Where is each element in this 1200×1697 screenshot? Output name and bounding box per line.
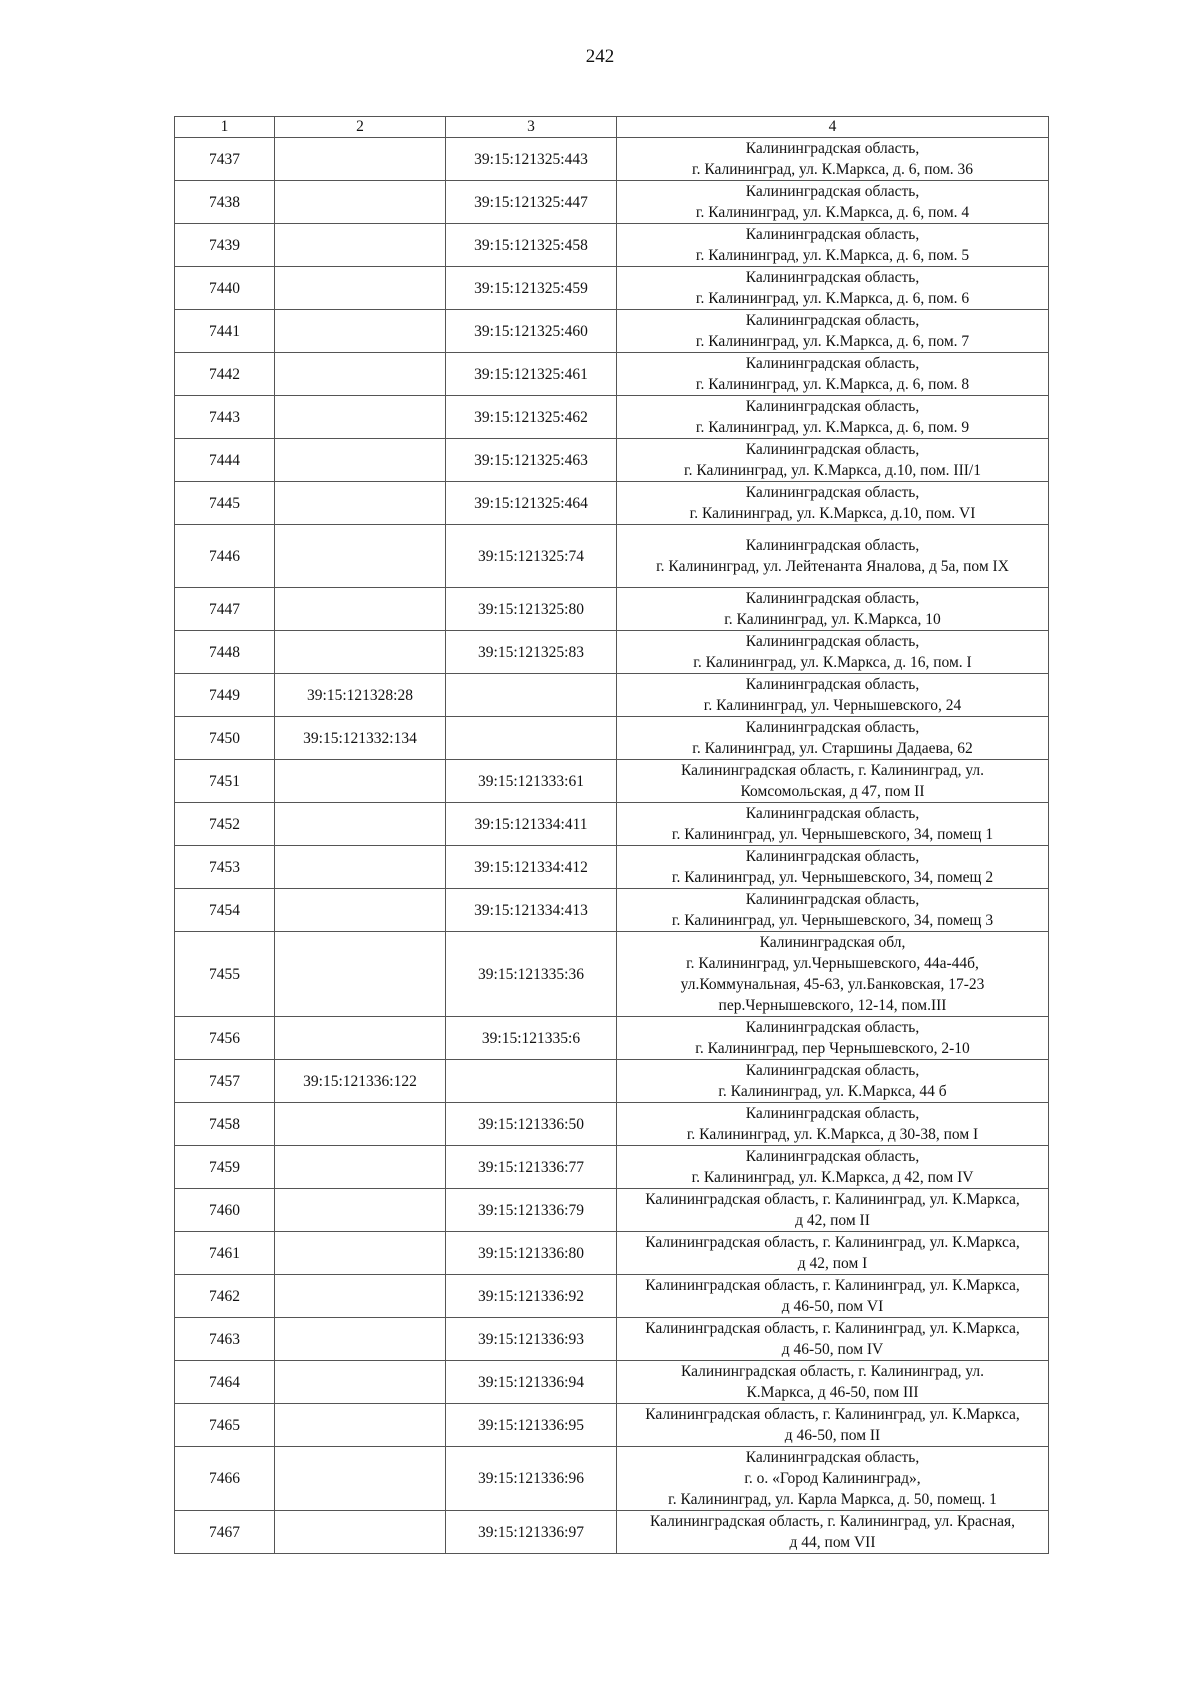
cadastral-number-cell: 39:15:121336:97 — [446, 1511, 617, 1554]
parcel-number-cell — [275, 846, 446, 889]
cadastral-number-cell: 39:15:121334:412 — [446, 846, 617, 889]
table-row — [175, 1318, 1049, 1361]
col-header-3: 3 — [446, 117, 617, 138]
address-line: д 46-50, пом VI — [781, 1298, 884, 1315]
cadastral-number-cell: 39:15:121325:459 — [446, 267, 617, 310]
table-row — [175, 439, 1049, 482]
address-line: Калининградская область, — [745, 805, 920, 822]
address-line: г. Калининград, ул. К.Маркса, д. 6, пом. 6 — [695, 290, 970, 307]
cadastral-number-cell — [446, 1060, 617, 1103]
cadastral-number-cell: 39:15:121325:80 — [446, 588, 617, 631]
row-number-cell: 7444 — [175, 439, 275, 482]
address-line: Калининградская область, — [745, 719, 920, 736]
parcel-number-cell — [275, 525, 446, 588]
address-line: Калининградская область, — [745, 441, 920, 458]
address-cell — [617, 803, 1049, 846]
cadastral-number-cell — [446, 674, 617, 717]
address-cell — [617, 1275, 1049, 1318]
address-line: Калининградская область, — [745, 633, 920, 650]
address-line: г. Калининград, ул. К.Маркса, д. 6, пом. 8 — [695, 376, 970, 393]
row-number-cell: 7440 — [175, 267, 275, 310]
cadastral-number-cell: 39:15:121325:460 — [446, 310, 617, 353]
address-cell — [617, 1404, 1049, 1447]
parcel-number-cell — [275, 224, 446, 267]
table-row — [175, 1103, 1049, 1146]
table-row — [175, 1189, 1049, 1232]
row-number-cell: 7448 — [175, 631, 275, 674]
table-row — [175, 717, 1049, 760]
table-row — [175, 396, 1049, 439]
parcel-number-cell — [275, 932, 446, 1017]
row-number-cell: 7458 — [175, 1103, 275, 1146]
address-line: г. Калининград, ул. К.Маркса, д. 6, пом. 7 — [695, 333, 970, 350]
address-line: Калининградская область, — [745, 312, 920, 329]
address-line: д 46-50, пом II — [784, 1427, 881, 1444]
col-header-1: 1 — [175, 117, 275, 138]
table-row — [175, 310, 1049, 353]
address-cell — [617, 353, 1049, 396]
address-line: Калининградская область, г. Калининград, ул. К.Маркса, — [645, 1191, 1020, 1208]
address-cell — [617, 760, 1049, 803]
address-line: г. Калининград, ул. К.Маркса, д 30-38, пом I — [686, 1126, 979, 1143]
row-number-cell: 7462 — [175, 1275, 275, 1318]
address-line: д 42, пом II — [795, 1212, 870, 1229]
parcel-number-cell — [275, 1103, 446, 1146]
parcel-number-cell — [275, 1017, 446, 1060]
table-row — [175, 1447, 1049, 1511]
row-number-cell: 7466 — [175, 1447, 275, 1511]
address-line: Комсомольская, д 47, пом II — [740, 783, 925, 800]
table-row — [175, 1232, 1049, 1275]
address-line: д 46-50, пом IV — [781, 1341, 884, 1358]
row-number-cell: 7464 — [175, 1361, 275, 1404]
parcel-number-cell — [275, 1447, 446, 1511]
table-row — [175, 846, 1049, 889]
address-cell — [617, 525, 1049, 588]
cadastral-number-cell: 39:15:121325:83 — [446, 631, 617, 674]
address-line: г. Калининград, ул.Чернышевского, 44а-44б, — [686, 955, 979, 972]
address-cell — [617, 310, 1049, 353]
address-line: Калининградская область, — [745, 848, 920, 865]
address-cell — [617, 1447, 1049, 1511]
address-line: Калининградская область, — [745, 1019, 920, 1036]
address-line: г. Калининград, ул. К.Маркса, д. 6, пом. 4 — [695, 204, 970, 221]
address-line: ул.Коммунальная, 45-63, ул.Банковская, 17-23 — [680, 976, 985, 993]
table-body — [175, 138, 1049, 1554]
page-number: 242 — [585, 46, 615, 67]
address-line: г. Калининград, ул. К.Маркса, 10 — [724, 611, 941, 628]
address-line: Калининградская область, — [745, 183, 920, 200]
address-cell — [617, 1103, 1049, 1146]
address-line: г. Калининград, ул. К.Маркса, д.10, пом. VI — [689, 505, 976, 522]
row-number-cell: 7456 — [175, 1017, 275, 1060]
row-number-cell: 7446 — [175, 525, 275, 588]
address-cell — [617, 1017, 1049, 1060]
address-cell — [617, 138, 1049, 181]
table-row — [175, 1060, 1049, 1103]
address-cell — [617, 588, 1049, 631]
address-cell — [617, 439, 1049, 482]
address-cell — [617, 889, 1049, 932]
address-cell — [617, 932, 1049, 1017]
address-line: г. Калининград, ул. К.Маркса, 44 б — [718, 1083, 947, 1100]
table-row — [175, 588, 1049, 631]
address-line: Калининградская область, г. Калининград, ул. — [680, 1363, 985, 1380]
address-line: Калининградская область, г. Калининград, ул. — [680, 762, 985, 779]
cadastral-number-cell: 39:15:121335:6 — [446, 1017, 617, 1060]
address-line: Калининградская область, г. Калининград, ул. К.Маркса, — [645, 1234, 1020, 1251]
table-row — [175, 1146, 1049, 1189]
parcel-number-cell — [275, 310, 446, 353]
address-cell — [617, 1318, 1049, 1361]
row-number-cell: 7447 — [175, 588, 275, 631]
address-cell — [617, 1146, 1049, 1189]
address-line: г. Калининград, ул. К.Маркса, д. 16, пом. I — [693, 654, 972, 671]
address-line: г. Калининград, ул. Чернышевского, 24 — [703, 697, 962, 714]
row-number-cell: 7460 — [175, 1189, 275, 1232]
parcel-number-cell: 39:15:121332:134 — [275, 717, 446, 760]
address-line: пер.Чернышевского, 12-14, пом.III — [718, 997, 947, 1014]
address-line: К.Маркса, д 46-50, пом III — [746, 1384, 919, 1401]
address-line: г. Калининград, ул. Старшины Дадаева, 62 — [692, 740, 973, 757]
parcel-number-cell — [275, 181, 446, 224]
row-number-cell: 7441 — [175, 310, 275, 353]
registry-table — [174, 116, 1049, 1554]
table-row — [175, 138, 1049, 181]
address-line: г. о. «Город Калининград», — [744, 1470, 921, 1487]
table-row — [175, 1511, 1049, 1554]
header-row — [175, 117, 1049, 138]
table-row — [175, 1361, 1049, 1404]
address-cell — [617, 224, 1049, 267]
row-number-cell: 7465 — [175, 1404, 275, 1447]
row-number-cell: 7454 — [175, 889, 275, 932]
table-row — [175, 760, 1049, 803]
cadastral-number-cell: 39:15:121336:80 — [446, 1232, 617, 1275]
row-number-cell: 7452 — [175, 803, 275, 846]
row-number-cell: 7439 — [175, 224, 275, 267]
table-row — [175, 353, 1049, 396]
address-line: Калининградская область, — [745, 1062, 920, 1079]
address-line: д 44, пом VII — [789, 1534, 876, 1551]
address-line: Калининградская область, — [745, 891, 920, 908]
address-line: г. Калининград, ул. К.Маркса, д 42, пом IV — [691, 1169, 974, 1186]
address-line: г. Калининград, пер Чернышевского, 2-10 — [695, 1040, 970, 1057]
table-row — [175, 803, 1049, 846]
cadastral-number-cell: 39:15:121325:463 — [446, 439, 617, 482]
cadastral-number-cell: 39:15:121325:447 — [446, 181, 617, 224]
parcel-number-cell — [275, 482, 446, 525]
parcel-number-cell — [275, 439, 446, 482]
cadastral-number-cell: 39:15:121336:79 — [446, 1189, 617, 1232]
col-header-4: 4 — [617, 117, 1049, 138]
parcel-number-cell — [275, 353, 446, 396]
cadastral-number-cell — [446, 717, 617, 760]
address-line: Калининградская обл, — [759, 934, 906, 951]
parcel-number-cell — [275, 1146, 446, 1189]
address-cell — [617, 482, 1049, 525]
cadastral-number-cell: 39:15:121336:96 — [446, 1447, 617, 1511]
table-row — [175, 181, 1049, 224]
row-number-cell: 7450 — [175, 717, 275, 760]
address-cell — [617, 267, 1049, 310]
table-row — [175, 1275, 1049, 1318]
row-number-cell: 7449 — [175, 674, 275, 717]
address-cell — [617, 181, 1049, 224]
address-cell — [617, 1189, 1049, 1232]
row-number-cell: 7438 — [175, 181, 275, 224]
row-number-cell: 7453 — [175, 846, 275, 889]
row-number-cell: 7443 — [175, 396, 275, 439]
table-row — [175, 525, 1049, 588]
address-cell — [617, 1060, 1049, 1103]
address-line: Калининградская область, — [745, 398, 920, 415]
address-line: Калининградская область, — [745, 484, 920, 501]
row-number-cell: 7459 — [175, 1146, 275, 1189]
row-number-cell: 7442 — [175, 353, 275, 396]
parcel-number-cell — [275, 760, 446, 803]
address-line: Калининградская область, г. Калининград, ул. К.Маркса, — [645, 1320, 1020, 1337]
cadastral-number-cell: 39:15:121336:93 — [446, 1318, 617, 1361]
table-row — [175, 932, 1049, 1017]
table-row — [175, 1404, 1049, 1447]
cadastral-number-cell: 39:15:121325:461 — [446, 353, 617, 396]
address-line: г. Калининград, ул. К.Маркса, д. 6, пом. 5 — [695, 247, 970, 264]
row-number-cell: 7463 — [175, 1318, 275, 1361]
parcel-number-cell — [275, 1232, 446, 1275]
address-line: Калининградская область, — [745, 1148, 920, 1165]
table-row — [175, 1017, 1049, 1060]
parcel-number-cell — [275, 1361, 446, 1404]
address-cell — [617, 1232, 1049, 1275]
cadastral-number-cell: 39:15:121335:36 — [446, 932, 617, 1017]
address-line: д 42, пом I — [797, 1255, 868, 1272]
parcel-number-cell: 39:15:121328:28 — [275, 674, 446, 717]
table-row — [175, 267, 1049, 310]
parcel-number-cell — [275, 1189, 446, 1232]
address-cell — [617, 631, 1049, 674]
parcel-number-cell: 39:15:121336:122 — [275, 1060, 446, 1103]
address-line: Калининградская область, — [745, 590, 920, 607]
cadastral-number-cell: 39:15:121325:462 — [446, 396, 617, 439]
parcel-number-cell — [275, 889, 446, 932]
parcel-number-cell — [275, 396, 446, 439]
table-row — [175, 482, 1049, 525]
row-number-cell: 7457 — [175, 1060, 275, 1103]
cadastral-number-cell: 39:15:121333:61 — [446, 760, 617, 803]
address-cell — [617, 846, 1049, 889]
address-cell — [617, 396, 1049, 439]
address-line: Калининградская область, — [745, 226, 920, 243]
table-row — [175, 631, 1049, 674]
row-number-cell: 7455 — [175, 932, 275, 1017]
cadastral-number-cell: 39:15:121325:74 — [446, 525, 617, 588]
cadastral-number-cell: 39:15:121325:443 — [446, 138, 617, 181]
cadastral-number-cell: 39:15:121336:92 — [446, 1275, 617, 1318]
address-line: г. Калининград, ул. Лейтенанта Яналова, д 5а, пом IX — [656, 558, 1009, 575]
address-line: Калининградская область, г. Калининград, ул. К.Маркса, — [645, 1277, 1020, 1294]
address-line: Калининградская область, — [745, 1449, 920, 1466]
cadastral-number-cell: 39:15:121325:458 — [446, 224, 617, 267]
table-row — [175, 889, 1049, 932]
col-header-2: 2 — [275, 117, 446, 138]
address-cell — [617, 1511, 1049, 1554]
address-line: Калининградская область, — [745, 140, 920, 157]
address-line: г. Калининград, ул. Чернышевского, 34, помещ 2 — [671, 869, 994, 886]
address-line: Калининградская область, — [745, 269, 920, 286]
row-number-cell: 7451 — [175, 760, 275, 803]
cadastral-number-cell: 39:15:121334:411 — [446, 803, 617, 846]
cadastral-number-cell: 39:15:121336:94 — [446, 1361, 617, 1404]
parcel-number-cell — [275, 631, 446, 674]
cadastral-number-cell: 39:15:121336:95 — [446, 1404, 617, 1447]
parcel-number-cell — [275, 803, 446, 846]
cadastral-number-cell: 39:15:121336:77 — [446, 1146, 617, 1189]
cadastral-number-cell: 39:15:121334:413 — [446, 889, 617, 932]
row-number-cell: 7467 — [175, 1511, 275, 1554]
parcel-number-cell — [275, 1404, 446, 1447]
address-line: Калининградская область, — [745, 537, 920, 554]
table-row — [175, 674, 1049, 717]
address-cell — [617, 674, 1049, 717]
row-number-cell: 7445 — [175, 482, 275, 525]
address-cell — [617, 1361, 1049, 1404]
address-cell — [617, 717, 1049, 760]
address-line: Калининградская область, — [745, 1105, 920, 1122]
address-line: г. Калининград, ул. Карла Маркса, д. 50, помещ. 1 — [668, 1491, 997, 1508]
table-row — [175, 224, 1049, 267]
parcel-number-cell — [275, 1511, 446, 1554]
parcel-number-cell — [275, 1318, 446, 1361]
address-line: г. Калининград, ул. К.Маркса, д. 6, пом. 9 — [695, 419, 970, 436]
address-line: г. Калининград, ул. К.Маркса, д. 6, пом. 36 — [691, 161, 973, 178]
address-line: Калининградская область, — [745, 676, 920, 693]
address-line: г. Калининград, ул. К.Маркса, д.10, пом. III/1 — [684, 462, 981, 479]
parcel-number-cell — [275, 1275, 446, 1318]
parcel-number-cell — [275, 138, 446, 181]
address-line: Калининградская область, г. Калининград, ул. К.Маркса, — [645, 1406, 1020, 1423]
address-line: г. Калининград, ул. Чернышевского, 34, помещ 1 — [671, 826, 994, 843]
row-number-cell: 7461 — [175, 1232, 275, 1275]
address-line: г. Калининград, ул. Чернышевского, 34, помещ 3 — [671, 912, 994, 929]
address-line: Калининградская область, г. Калининград, ул. Красная, — [650, 1513, 1015, 1530]
cadastral-number-cell: 39:15:121336:50 — [446, 1103, 617, 1146]
cadastral-number-cell: 39:15:121325:464 — [446, 482, 617, 525]
address-line: Калининградская область, — [745, 355, 920, 372]
parcel-number-cell — [275, 267, 446, 310]
parcel-number-cell — [275, 588, 446, 631]
row-number-cell: 7437 — [175, 138, 275, 181]
